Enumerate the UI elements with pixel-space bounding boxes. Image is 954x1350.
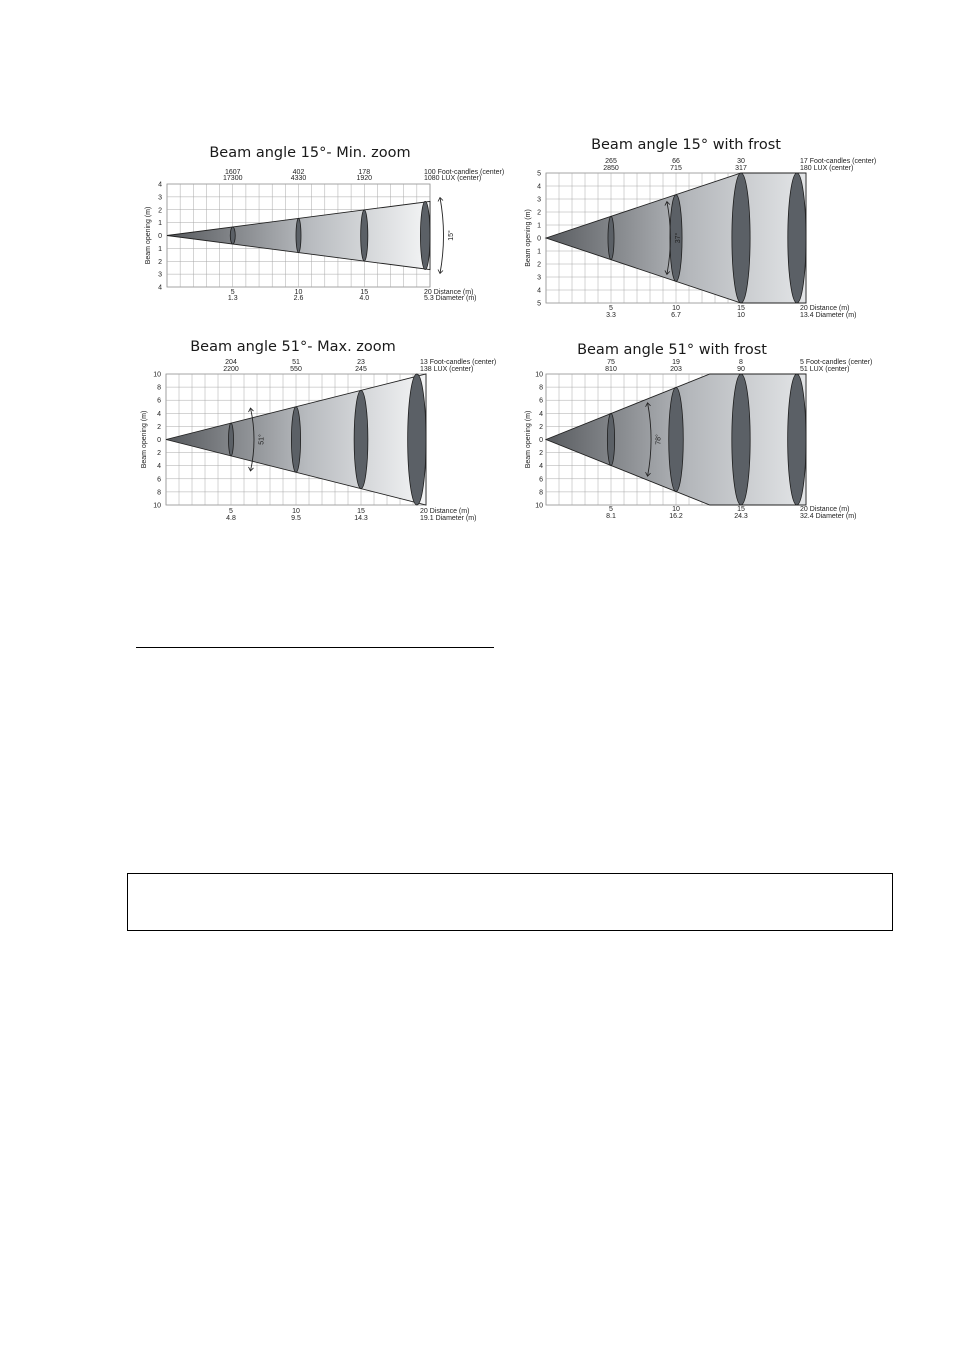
beam-section-10m (296, 218, 301, 252)
lux-value: 203 (670, 366, 682, 373)
diagram-title: Beam angle 51°- Max. zoom (190, 339, 396, 355)
beam-section-5m (230, 227, 235, 244)
distance-value: 5 (609, 506, 613, 513)
lux-value: 550 (290, 366, 302, 373)
beam-section-20m (788, 374, 806, 505)
y-tick-label: 8 (157, 489, 161, 497)
diameter-value: 1.3 (227, 295, 238, 302)
y-tick-label: 2 (157, 423, 161, 431)
y-tick-label: 4 (537, 287, 541, 295)
y-tick-label: 4 (157, 410, 161, 418)
distance-value: 15 (737, 506, 745, 513)
beam-section-15m (354, 390, 368, 488)
angle-label: 15° (448, 230, 455, 241)
diameter-value: 24.3 (734, 513, 748, 520)
end-distance: 20 Distance (m) (800, 506, 850, 513)
lux-value: 715 (670, 165, 682, 172)
y-tick-label: 6 (157, 476, 161, 484)
y-tick-label: 2 (158, 207, 162, 215)
y-tick-label: 3 (158, 194, 162, 202)
y-tick-label: 4 (537, 183, 541, 191)
y-axis-label: Beam opening (m) (145, 206, 152, 265)
end-distance: 20 Distance (m) (424, 289, 474, 296)
lux-value: 810 (605, 366, 617, 373)
y-tick-label: 4 (539, 410, 543, 418)
y-tick-label: 1 (537, 248, 541, 256)
y-tick-label: 10 (153, 371, 161, 379)
lux-value: 17300 (223, 175, 243, 182)
y-tick-label: 4 (158, 284, 162, 292)
end-diameter: 19.1 Diameter (m) (420, 515, 477, 522)
y-tick-label: 3 (537, 196, 541, 204)
y-tick-label: 5 (537, 300, 541, 308)
end-diameter: 5.3 Diameter (m) (424, 295, 477, 302)
lux-value: 1920 (356, 175, 373, 182)
diameter-value: 4.0 (359, 295, 370, 302)
y-tick-label: 6 (539, 397, 543, 405)
section-underline (136, 647, 494, 648)
distance-value: 15 (360, 289, 369, 296)
y-tick-label: 3 (537, 274, 541, 282)
distance-value: 10 (292, 508, 300, 515)
end-distance: 20 Distance (m) (800, 305, 850, 312)
foot-candles-value: 204 (225, 359, 237, 366)
y-tick-label: 1 (158, 220, 162, 228)
y-axis-label: Beam opening (m) (525, 410, 532, 469)
y-axis-label: Beam opening (m) (525, 209, 532, 267)
distance-value: 15 (357, 508, 365, 515)
foot-candles-value: 51 (292, 359, 300, 366)
y-tick-label: 8 (539, 384, 543, 392)
end-lux: 180 LUX (center) (800, 165, 854, 172)
diameter-value: 4.8 (226, 515, 236, 522)
beam-diagram-4 (525, 342, 872, 520)
y-tick-label: 2 (158, 258, 162, 266)
y-tick-label: 0 (157, 437, 161, 444)
distance-value: 5 (609, 305, 613, 312)
foot-candles-value: 402 (292, 169, 305, 176)
lux-value: 317 (735, 165, 747, 172)
y-tick-label: 2 (537, 261, 541, 269)
lux-value: 2850 (603, 165, 619, 172)
y-tick-label: 2 (157, 450, 161, 458)
beam-diagram-3 (141, 339, 496, 522)
y-tick-label: 6 (539, 476, 543, 484)
diameter-value: 2.6 (293, 295, 304, 302)
y-tick-label: 10 (153, 502, 161, 510)
beam-diagrams (0, 0, 954, 600)
y-tick-label: 0 (158, 233, 162, 240)
distance-value: 10 (672, 305, 680, 312)
end-lux: 1080 LUX (center) (424, 175, 482, 182)
y-tick-label: 1 (158, 245, 162, 253)
y-tick-label: 10 (535, 502, 543, 510)
beam-section-20m (408, 374, 426, 505)
distance-value: 10 (672, 506, 680, 513)
angle-arc (440, 198, 444, 274)
lux-value: 90 (737, 366, 745, 373)
diameter-value: 9.5 (291, 515, 301, 522)
note-box (127, 873, 893, 931)
diagram-title: Beam angle 15° with frost (591, 137, 781, 153)
y-tick-label: 2 (537, 209, 541, 217)
foot-candles-value: 178 (358, 169, 371, 176)
beam-section-10m (669, 388, 684, 492)
y-tick-label: 0 (537, 235, 541, 243)
diameter-value: 10 (737, 312, 745, 319)
end-lux: 51 LUX (center) (800, 366, 850, 373)
foot-candles-value: 23 (357, 359, 365, 366)
end-diameter: 13.4 Diameter (m) (800, 312, 857, 319)
y-tick-label: 2 (539, 450, 543, 458)
diagram-title: Beam angle 15°- Min. zoom (209, 145, 411, 161)
distance-value: 15 (737, 305, 745, 312)
foot-candles-value: 8 (739, 359, 743, 366)
angle-label: 78° (655, 434, 663, 445)
beam-section-20m (788, 173, 806, 303)
y-tick-label: 2 (539, 423, 543, 431)
y-tick-label: 6 (157, 397, 161, 405)
foot-candles-value: 1607 (224, 169, 241, 176)
y-tick-label: 0 (539, 437, 543, 444)
lux-value: 4330 (290, 175, 307, 182)
beam-section-15m (732, 173, 750, 303)
beam-section-10m (291, 407, 300, 473)
foot-candles-value: 30 (737, 158, 745, 165)
end-foot-candles: 100 Foot-candles (center) (424, 169, 505, 176)
y-tick-label: 5 (537, 170, 541, 178)
distance-value: 10 (294, 289, 303, 296)
end-distance: 20 Distance (m) (420, 508, 470, 515)
foot-candles-value: 75 (607, 359, 615, 366)
angle-label: 37° (674, 232, 682, 244)
beam-diagram-2 (525, 137, 876, 319)
distance-value: 5 (230, 289, 235, 296)
diameter-value: 8.1 (606, 513, 616, 520)
beam-section-5m (607, 414, 614, 466)
y-tick-label: 4 (539, 463, 543, 471)
y-axis-label: Beam opening (m) (141, 410, 148, 469)
beam-section-20m (420, 201, 430, 269)
y-tick-label: 4 (158, 181, 162, 189)
beam-section-15m (361, 210, 368, 261)
foot-candles-value: 66 (672, 158, 680, 165)
lux-value: 245 (355, 366, 367, 373)
end-foot-candles: 13 Foot-candles (center) (420, 359, 497, 366)
end-lux: 138 LUX (center) (420, 366, 474, 373)
diagram-title: Beam angle 51° with frost (577, 342, 767, 358)
y-tick-label: 8 (157, 384, 161, 392)
diameter-value: 3.3 (606, 312, 616, 319)
diameter-value: 16.2 (669, 513, 683, 520)
y-tick-label: 4 (157, 463, 161, 471)
beam-diagram-1 (145, 145, 504, 302)
beam-section-5m (608, 216, 614, 259)
beam-section-5m (229, 423, 234, 456)
y-tick-label: 3 (158, 271, 162, 279)
end-foot-candles: 5 Foot-candles (center) (800, 359, 873, 366)
y-tick-label: 10 (535, 371, 543, 379)
lux-value: 2200 (223, 366, 239, 373)
angle-label: 51° (258, 434, 266, 445)
beam-section-15m (732, 374, 750, 505)
foot-candles-value: 265 (605, 158, 617, 165)
distance-value: 5 (229, 508, 233, 515)
y-tick-label: 8 (539, 489, 543, 497)
diameter-value: 6.7 (671, 312, 681, 319)
foot-candles-value: 19 (672, 359, 680, 366)
end-diameter: 32.4 Diameter (m) (800, 513, 857, 520)
diameter-value: 14.3 (354, 515, 368, 522)
end-foot-candles: 17 Foot-candles (center) (800, 158, 877, 165)
y-tick-label: 1 (537, 222, 541, 230)
